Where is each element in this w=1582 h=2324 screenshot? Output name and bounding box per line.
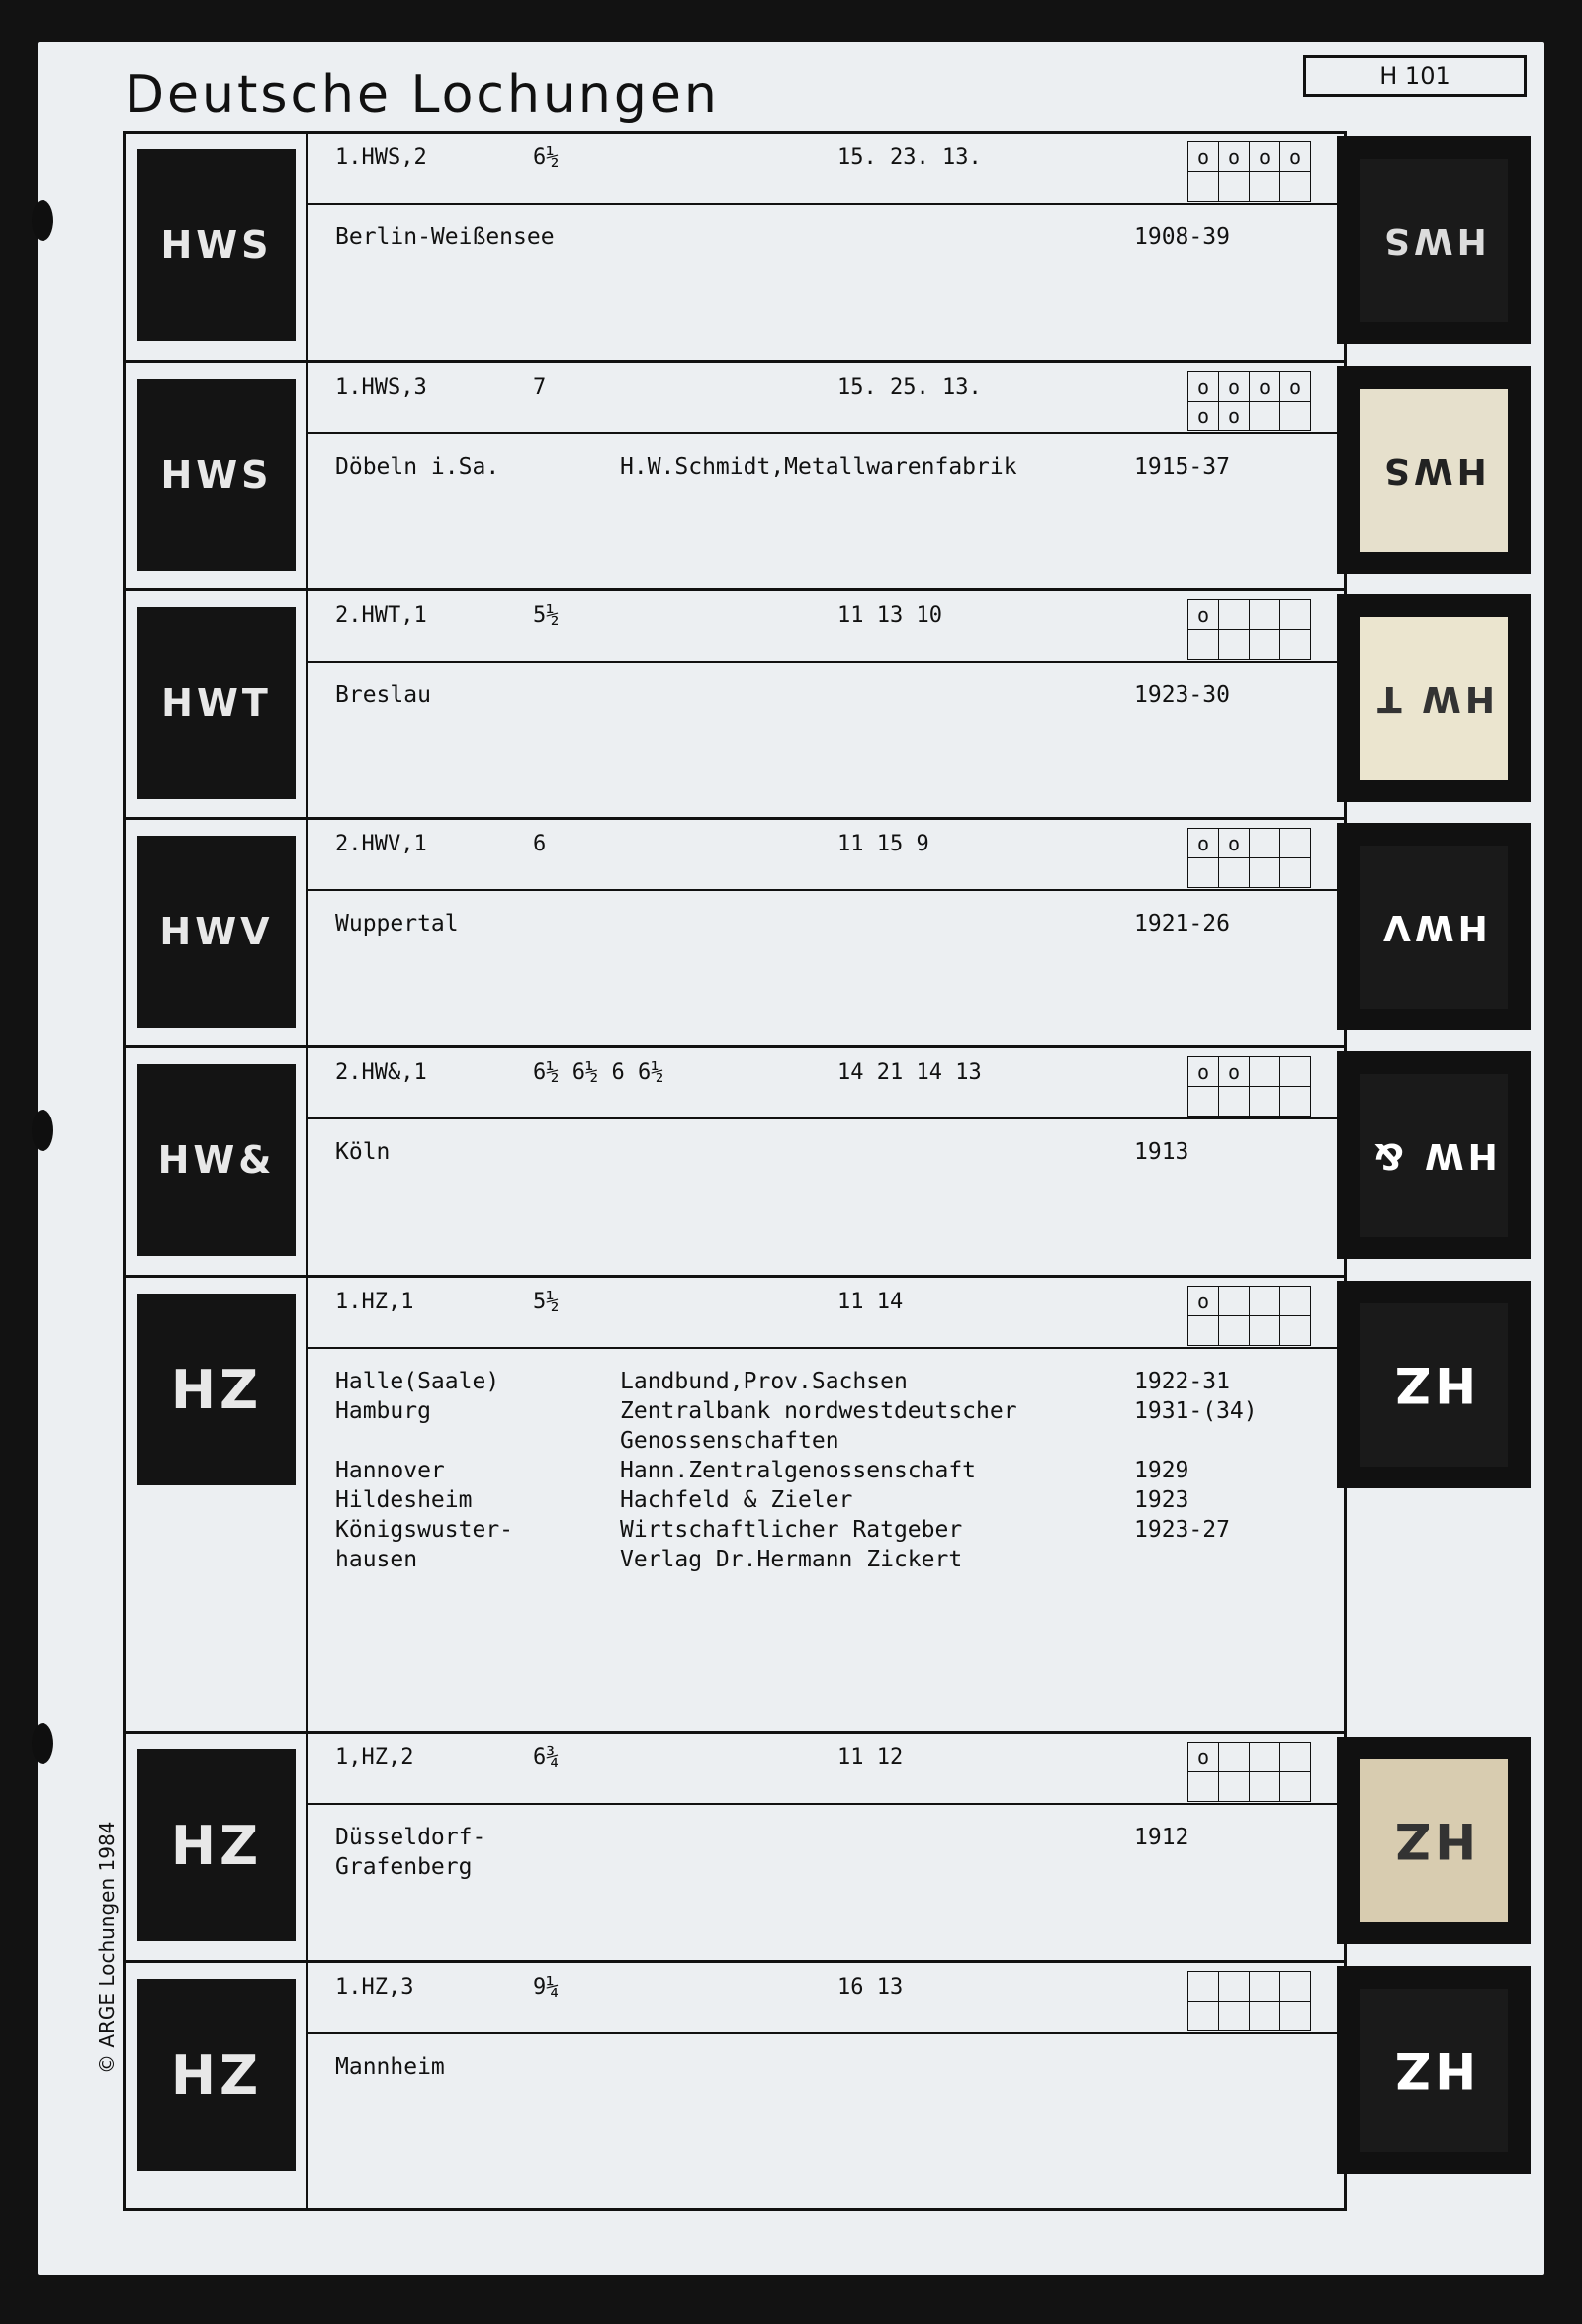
usage-years: 1929	[1134, 1458, 1189, 1483]
grid-cell	[1250, 1287, 1280, 1316]
mounted-stamp	[1337, 366, 1531, 574]
company-name: Hachfeld & Zieler	[620, 1487, 853, 1513]
hole-counts: 16 13	[837, 1975, 904, 2000]
location: Berlin-Weißensee	[335, 224, 555, 250]
location: Königswuster-	[335, 1517, 514, 1543]
perfin-letters: HWV	[1379, 906, 1488, 947]
grid-cell: o	[1188, 829, 1219, 858]
grid-cell	[1188, 858, 1219, 888]
catalog-code: 1.HWS,2	[335, 145, 427, 170]
perfin-letters: HWT	[161, 681, 272, 725]
grid-cell: o	[1219, 142, 1250, 172]
stamp-paper	[1360, 1989, 1508, 2152]
mounted-stamps-column	[1337, 131, 1531, 2211]
grid-cell	[1250, 1057, 1280, 1087]
grid-cell	[1219, 1972, 1250, 2002]
grid-cell: o	[1188, 372, 1219, 402]
grid-cell	[1250, 1972, 1280, 2002]
catalog-code: 2.HW&,1	[335, 1060, 427, 1085]
grid-cell	[1219, 630, 1250, 660]
perfin-letters: HWV	[159, 910, 274, 953]
company-name: Landbund,Prov.Sachsen	[620, 1369, 908, 1394]
company-name: Genossenschaften	[620, 1428, 839, 1454]
grid-cell	[1280, 1287, 1311, 1316]
grid-cell	[1280, 172, 1311, 202]
company-name: Wirtschaftlicher Ratgeber	[620, 1517, 963, 1543]
perfin-diagram	[139, 1981, 294, 2169]
perfin-letters: HZ	[170, 1814, 263, 1877]
grid-cell: o	[1188, 142, 1219, 172]
code-divider	[308, 2032, 1347, 2034]
grid-cell	[1250, 858, 1280, 888]
copyright-note: © ARGE Lochungen 1984	[95, 1821, 119, 2074]
mounted-stamp	[1337, 1737, 1531, 1944]
catalog-entry	[126, 1963, 1347, 2214]
mounted-stamp	[1337, 1281, 1531, 1488]
page-title: Deutsche Lochungen	[125, 65, 720, 125]
grid-cell	[1250, 172, 1280, 202]
perfin-letters: HZ	[1390, 1812, 1477, 1869]
grid-cell	[1280, 858, 1311, 888]
album-page	[38, 42, 1544, 2275]
grid-cell	[1188, 2002, 1219, 2031]
grid-cell	[1250, 829, 1280, 858]
catalog-code: 1.HWS,3	[335, 375, 427, 400]
grid-cell	[1280, 402, 1311, 431]
perfin-letters: HWS	[160, 223, 273, 267]
code-divider	[308, 1347, 1347, 1349]
grid-cell	[1188, 172, 1219, 202]
perfin-letters: HW&	[157, 1138, 276, 1182]
perforation-gauge: 9¼	[533, 1975, 560, 2000]
code-divider	[308, 889, 1347, 891]
perforation-gauge: 6½ 6½ 6 6½	[533, 1060, 664, 1085]
grid-cell: o	[1219, 402, 1250, 431]
usage-years: 1923-27	[1134, 1517, 1230, 1543]
hole-counts: 11 14	[837, 1290, 904, 1314]
grid-cell	[1280, 1087, 1311, 1117]
hole-counts: 11 12	[837, 1745, 904, 1770]
hole-counts: 14 21 14 13	[837, 1060, 982, 1085]
location: Hildesheim	[335, 1487, 473, 1513]
grid-cell	[1280, 1057, 1311, 1087]
grid-cell: o	[1188, 402, 1219, 431]
location: Köln	[335, 1139, 391, 1165]
grid-cell	[1188, 1972, 1219, 2002]
grid-cell	[1188, 1772, 1219, 1802]
perfin-letters: HWS	[160, 453, 273, 496]
grid-cell	[1219, 172, 1250, 202]
grid-cell	[1280, 1743, 1311, 1772]
grid-cell: o	[1219, 1057, 1250, 1087]
position-grid	[1187, 1056, 1311, 1117]
code-divider	[308, 1803, 1347, 1805]
grid-cell: o	[1280, 372, 1311, 402]
hole-counts: 11 15 9	[837, 832, 929, 856]
grid-cell	[1280, 600, 1311, 630]
grid-cell: o	[1250, 142, 1280, 172]
hole-counts: 15. 25. 13.	[837, 375, 982, 400]
perforation-gauge: 5½	[533, 1290, 560, 1314]
grid-cell: o	[1280, 142, 1311, 172]
perfin-letters: HW &	[1369, 1134, 1498, 1176]
position-grid	[1187, 1742, 1311, 1802]
grid-cell: o	[1219, 372, 1250, 402]
location: Breslau	[335, 682, 431, 708]
stamp-paper	[1360, 389, 1508, 552]
company-name: H.W.Schmidt,Metallwarenfabrik	[620, 454, 1017, 480]
location: Halle(Saale)	[335, 1369, 500, 1394]
perfin-diagram	[139, 838, 294, 1026]
usage-years: 1922-31	[1134, 1369, 1230, 1394]
perfin-letters: HZ	[170, 2043, 263, 2106]
location: Döbeln i.Sa.	[335, 454, 500, 480]
catalog-code: 2.HWV,1	[335, 832, 427, 856]
position-grid	[1187, 371, 1311, 431]
company-name: Verlag Dr.Hermann Zickert	[620, 1547, 963, 1572]
grid-cell	[1250, 1087, 1280, 1117]
grid-cell	[1280, 630, 1311, 660]
position-grid	[1187, 828, 1311, 888]
grid-cell	[1219, 858, 1250, 888]
catalog-entry	[126, 134, 1347, 363]
location: Düsseldorf-	[335, 1825, 486, 1850]
page-number-box: H 101	[1303, 55, 1527, 97]
grid-cell: o	[1188, 1057, 1219, 1087]
mounted-stamp	[1337, 1966, 1531, 2174]
grid-cell: o	[1188, 600, 1219, 630]
catalog-code: 1.HZ,1	[335, 1290, 414, 1314]
grid-cell	[1188, 1087, 1219, 1117]
position-grid	[1187, 1971, 1311, 2031]
catalog-entry	[126, 1048, 1347, 1278]
catalog-sheet	[123, 131, 1347, 2211]
usage-years: 1912	[1134, 1825, 1189, 1850]
mounted-stamp	[1337, 1051, 1531, 1259]
stamp-paper	[1360, 159, 1508, 322]
company-name: Hann.Zentralgenossenschaft	[620, 1458, 977, 1483]
usage-years: 1913	[1134, 1139, 1189, 1165]
perfin-diagram	[139, 1066, 294, 1254]
mounted-stamp	[1337, 823, 1531, 1030]
location: Hamburg	[335, 1398, 431, 1424]
usage-years: 1915-37	[1134, 454, 1230, 480]
perfin-letters: HZ	[1390, 2041, 1477, 2099]
catalog-entry	[126, 363, 1347, 591]
catalog-code: 1.HZ,3	[335, 1975, 414, 2000]
grid-cell	[1188, 630, 1219, 660]
grid-cell	[1280, 2002, 1311, 2031]
code-divider	[308, 203, 1347, 205]
grid-cell	[1219, 1743, 1250, 1772]
company-name: Zentralbank nordwestdeutscher	[620, 1398, 1017, 1424]
mounted-stamp	[1337, 594, 1531, 802]
perforation-gauge: 6¾	[533, 1745, 560, 1770]
grid-cell	[1280, 1316, 1311, 1346]
location: Hannover	[335, 1458, 445, 1483]
catalog-code: 1,HZ,2	[335, 1745, 414, 1770]
stamp-paper	[1360, 846, 1508, 1009]
mounted-stamp	[1337, 136, 1531, 344]
grid-cell	[1250, 1743, 1280, 1772]
grid-cell	[1188, 1316, 1219, 1346]
grid-cell: o	[1250, 372, 1280, 402]
code-divider	[308, 432, 1347, 434]
grid-cell	[1250, 600, 1280, 630]
code-divider	[308, 1117, 1347, 1119]
perfin-diagram	[139, 609, 294, 797]
perfin-letters: HWS	[1380, 449, 1487, 491]
hole-counts: 11 13 10	[837, 603, 942, 628]
grid-cell	[1250, 1772, 1280, 1802]
usage-years: 1923-30	[1134, 682, 1230, 708]
catalog-code: 2.HWT,1	[335, 603, 427, 628]
grid-cell	[1280, 1972, 1311, 2002]
usage-years: 1921-26	[1134, 911, 1230, 937]
location: hausen	[335, 1547, 418, 1572]
location: Mannheim	[335, 2054, 445, 2080]
location: Grafenberg	[335, 1854, 473, 1880]
grid-cell: o	[1188, 1743, 1219, 1772]
perforation-gauge: 6	[533, 832, 547, 856]
grid-cell	[1280, 1772, 1311, 1802]
grid-cell	[1250, 1316, 1280, 1346]
usage-years: 1931-(34)	[1134, 1398, 1258, 1424]
catalog-entry	[126, 591, 1347, 820]
grid-cell	[1219, 1087, 1250, 1117]
usage-years: 1908-39	[1134, 224, 1230, 250]
binder-hole	[32, 1110, 53, 1151]
hole-counts: 15. 23. 13.	[837, 145, 982, 170]
perforation-gauge: 6½	[533, 145, 560, 170]
binder-hole	[32, 1723, 53, 1764]
position-grid	[1187, 1286, 1311, 1346]
perfin-diagram	[139, 381, 294, 569]
catalog-entry	[126, 1278, 1347, 1734]
grid-cell: o	[1219, 829, 1250, 858]
grid-cell	[1280, 829, 1311, 858]
position-grid	[1187, 141, 1311, 202]
grid-cell	[1250, 2002, 1280, 2031]
grid-cell	[1250, 402, 1280, 431]
location: Wuppertal	[335, 911, 459, 937]
stamp-paper	[1360, 1303, 1508, 1467]
perfin-letters: HWS	[1380, 220, 1487, 261]
perfin-diagram	[139, 151, 294, 339]
stamp-paper	[1360, 617, 1508, 780]
stamp-paper	[1360, 1074, 1508, 1237]
usage-years: 1923	[1134, 1487, 1189, 1513]
binder-hole	[32, 200, 53, 241]
position-grid	[1187, 599, 1311, 660]
code-divider	[308, 661, 1347, 663]
grid-cell	[1219, 1316, 1250, 1346]
perforation-gauge: 7	[533, 375, 547, 400]
stamp-paper	[1360, 1759, 1508, 1922]
catalog-entry	[126, 1734, 1347, 1963]
grid-cell	[1219, 1772, 1250, 1802]
perfin-letters: HZ	[170, 1358, 263, 1421]
grid-cell: o	[1188, 1287, 1219, 1316]
catalog-entry	[126, 820, 1347, 1048]
perfin-diagram	[139, 1751, 294, 1939]
grid-cell	[1219, 600, 1250, 630]
perfin-letters: HZ	[1390, 1356, 1477, 1413]
grid-cell	[1250, 630, 1280, 660]
perfin-letters: HW T	[1372, 677, 1495, 719]
perforation-gauge: 5½	[533, 603, 560, 628]
perfin-diagram	[139, 1296, 294, 1483]
grid-cell	[1219, 2002, 1250, 2031]
grid-cell	[1219, 1287, 1250, 1316]
